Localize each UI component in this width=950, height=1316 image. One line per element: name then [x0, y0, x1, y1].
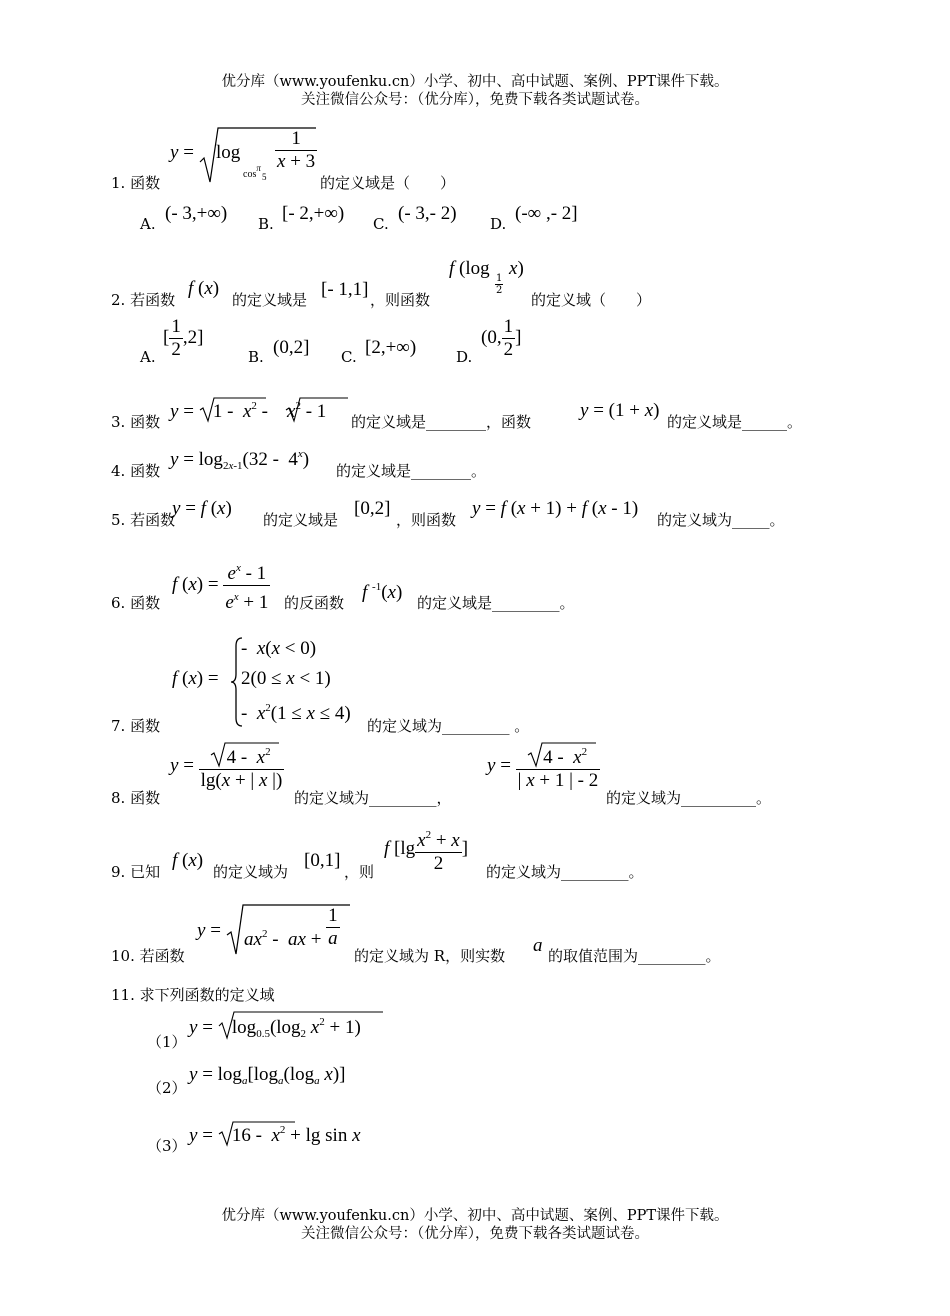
q7-label: 7. 函数 [111, 717, 161, 735]
q1-label: 1. 函数 [111, 174, 161, 192]
q2-opt-c: [2,+∞) [365, 337, 417, 358]
header-line-2: 关注微信公众号：（优分库），免费下载各类试题试卷。 [301, 92, 649, 108]
q5-then: ，则函数 [396, 511, 457, 529]
q10-y: y = [197, 920, 221, 941]
q5-fx: y = f (x) [172, 498, 232, 519]
q3-formula: y = $1 - x^2$ - $x^2 - 1$ [170, 400, 327, 422]
q10-a: a [533, 935, 543, 956]
q6-mid: 的反函数 [284, 594, 345, 612]
q2-mid: 的定义域是 [232, 291, 308, 309]
q5-mid: 的定义域是 [263, 511, 339, 529]
q1-formula: y = [170, 142, 194, 163]
q10-formula: $ax^2$ - ax + $\frac{1}{a}$ [244, 905, 338, 950]
q1-opt-d: (-∞ ,- 2] [515, 203, 578, 224]
q11-label: 11. 求下列函数的定义域 [111, 986, 275, 1004]
q1-opt-a-letter: A. [140, 215, 156, 233]
q8-radical-2 [528, 741, 598, 769]
q9-label: 9. 已知 [111, 863, 161, 881]
q2-log-base: 1 2 [496, 273, 503, 296]
q9-mid: 的定义域为 [213, 863, 289, 881]
q11-item-3-label: （3） [147, 1137, 187, 1155]
q2-domain: [- 1,1] [321, 279, 369, 300]
q2-tail: 的定义域（ ） [531, 291, 652, 309]
q6-formula: f (x) = $\frac{e^x - 1}{e^x + 1}$ [172, 557, 270, 614]
q3-radicals [200, 396, 350, 424]
q2-opt-b: (0,2] [273, 337, 310, 358]
q2-func: f (log [449, 258, 490, 279]
q2-opt-b-letter: B. [248, 348, 264, 366]
footer-line-1: 优分库（www.youfenku.cn）小学、初中、高中试题、案例、PPT课件下载。 [221, 1208, 729, 1224]
q7-fx: f (x) = [172, 668, 219, 689]
q9-tail: 的定义域为_________。 [486, 863, 644, 881]
q1-log: log [216, 142, 241, 163]
q11-item-3-formula: y = $16 - x^2 + \lg \sin x$ [189, 1124, 361, 1146]
q10-mid: 的定义域为 R，则实数 [354, 947, 506, 965]
q5-func: y = f (x + 1) + f (x - 1) [472, 498, 639, 519]
q11-item-2-formula: $y = \log_a[\log_a(\log_a$ x)] [189, 1064, 346, 1087]
q2-label: 2. 若函数 [111, 291, 176, 309]
q1-tail: 的定义域是（ ） [320, 174, 456, 192]
q1-opt-a: (- 3,+∞) [165, 203, 228, 224]
q9-domain: [0,1] [304, 850, 341, 871]
q11-item-1-label: （1） [147, 1033, 187, 1051]
q1-log-base-den: 5 [262, 172, 267, 182]
q2-opt-d-letter: D. [456, 348, 473, 366]
q6-label: 6. 函数 [111, 594, 161, 612]
q7-case-3: - $x^2(1 \le x \le 4)$ [241, 702, 351, 724]
q4-tail: 的定义域是________。 [336, 462, 487, 480]
q8-func-1: y = $\frac{4 - x^2}{\lg(x + | x |)}$ [170, 741, 284, 792]
q3-mid: 的定义域是________，函数 [351, 413, 532, 431]
q11-item-1-formula: y = $\log_{0.5}(\log_2$ $x^2 + 1$) [189, 1016, 361, 1040]
q2-func-arg: x) [509, 258, 524, 279]
q2-opt-d: (0, $\frac{1}{2}$ ] [481, 316, 522, 360]
q11-item-2-label: （2） [147, 1079, 187, 1097]
footer-line-2: 关注微信公众号：（优分库），免费下载各类试题试卷。 [301, 1226, 649, 1242]
q9-func: f [lg $\frac{x^2 + x}{2}$ ] [384, 824, 468, 875]
q2-fx: f (x) [188, 278, 220, 299]
q1-opt-b: [- 2,+∞) [282, 203, 345, 224]
q4-formula: $y = \log_{2x-1}(32 - 4^x)$ [170, 448, 310, 472]
q2-opt-a: [ $\frac{1}{2}$ ,2] [163, 316, 204, 360]
q1-fraction: $\frac{1}{x + 3}$ [277, 128, 316, 172]
q11-radical-3 [219, 1120, 299, 1148]
q2-then: ，则函数 [370, 291, 431, 309]
q3-func2: y = (1 + x) [580, 400, 660, 421]
q9-fx: f (x) [172, 850, 204, 871]
q3-label: 3. 函数 [111, 413, 161, 431]
q7-case-2: 2(0 ≤ x < 1) [241, 668, 331, 689]
q1-opt-c-letter: C. [373, 215, 389, 233]
header-line-1: 优分库（www.youfenku.cn）小学、初中、高中试题、案例、PPT课件下载。 [221, 74, 729, 90]
q3-tail: 的定义域是______。 [667, 413, 803, 431]
q7-case-1: - x(x < 0) [241, 638, 317, 659]
q7-tail: 的定义域为_________ 。 [367, 717, 530, 735]
q8-tail: 的定义域为__________。 [606, 789, 772, 807]
q2-opt-a-letter: A. [140, 348, 156, 366]
q4-label: 4. 函数 [111, 462, 161, 480]
q8-mid: 的定义域为_________， [294, 789, 452, 807]
q10-label: 10. 若函数 [111, 947, 185, 965]
q8-label: 8. 函数 [111, 789, 161, 807]
q5-domain: [0,2] [354, 498, 391, 519]
q6-inverse: f $^{-1}$(x) [362, 581, 403, 603]
q8-radical-1 [211, 741, 281, 769]
q5-label: 5. 若函数 [111, 511, 176, 529]
q8-func-2: y = $\frac{4 - x^2}{| x + 1 | - 2}$ [487, 741, 600, 792]
q1-opt-c: (- 3,- 2) [398, 203, 457, 224]
q6-tail: 的定义域是_________。 [417, 594, 575, 612]
q1-log-base: cosπ [243, 163, 261, 180]
q9-then: ，则 [344, 863, 375, 881]
q2-opt-c-letter: C. [341, 348, 357, 366]
q11-radical-1 [219, 1010, 385, 1040]
q10-tail: 的取值范围为_________。 [548, 947, 721, 965]
q1-opt-b-letter: B. [258, 215, 274, 233]
q1-opt-d-letter: D. [490, 215, 507, 233]
q5-tail: 的定义域为_____。 [657, 511, 785, 529]
